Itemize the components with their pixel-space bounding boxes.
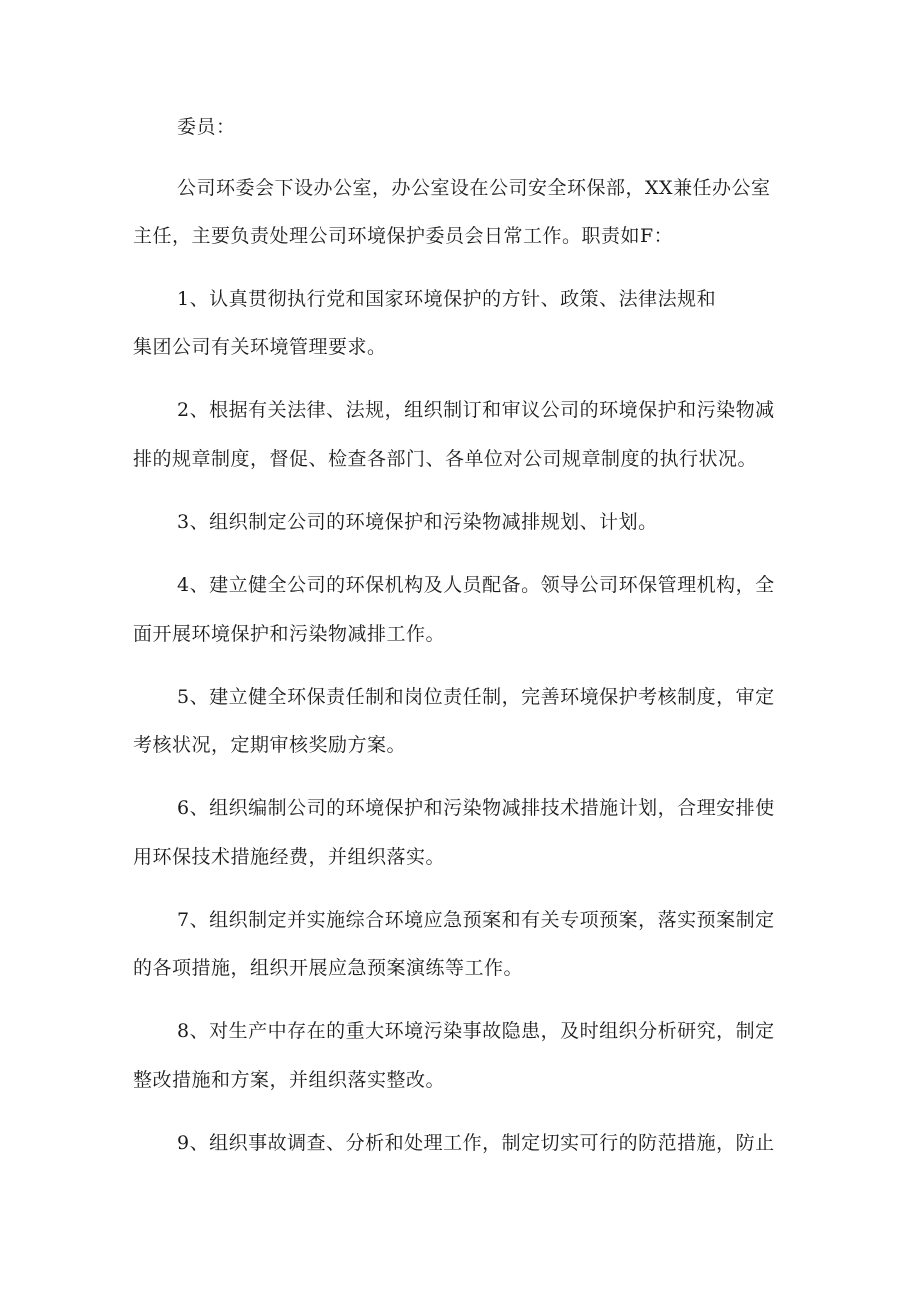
item-2-line-1: 2、根据有关法律、法规，组织制订和审议公司的环境保护和污染物减 <box>177 399 775 421</box>
item-8-line-2: 整改措施和方案，并组织落实整改。 <box>133 1069 446 1091</box>
item-7-line-2: 的各项措施，组织开展应急预案演练等工作。 <box>133 957 524 979</box>
item-5-line-2: 考核状况，定期审核奖励方案。 <box>133 734 407 756</box>
item-3-line-1: 3、组织制定公司的环境保护和污染物减排规划、计划。 <box>177 511 658 533</box>
item-4-line-2: 面开展环境保护和污染物减排工作。 <box>133 623 446 645</box>
item-6-line-1: 6、组织编制公司的环境保护和污染物减排技术措施计划，合理安排使 <box>177 797 775 819</box>
item-1-line-2: 集团公司有关环境管理要求。 <box>133 336 387 358</box>
item-1-line-1: 1、认真贯彻执行党和国家环境保护的方针、政策、法律法规和 <box>177 288 717 310</box>
item-8-line-1: 8、对生产中存在的重大环境污染事故隐患，及时组织分析研究，制定 <box>177 1020 775 1042</box>
item-5-line-1: 5、建立健全环保责任制和岗位责任制，完善环境保护考核制度，审定 <box>177 686 775 708</box>
item-4-line-1: 4、建立健全公司的环保机构及人员配备。领导公司环保管理机构，全 <box>177 574 775 596</box>
paragraph-office-line-2: 主任，主要负责处理公司环境保护委员会日常工作。职责如F： <box>133 225 674 247</box>
item-2-line-2: 排的规章制度，督促、检查各部门、各单位对公司规章制度的执行状况。 <box>133 448 758 470</box>
paragraph-label-committee-members: 委员： <box>177 116 236 138</box>
item-6-line-2: 用环保技术措施经费，并组织落实。 <box>133 846 446 868</box>
paragraph-office-line-1: 公司环委会下设办公室，办公室设在公司安全环保部，XX兼任办公室 <box>177 177 771 199</box>
item-9-line-1: 9、组织事故调查、分析和处理工作，制定切实可行的防范措施，防止 <box>177 1132 775 1154</box>
item-7-line-1: 7、组织制定并实施综合环境应急预案和有关专项预案，落实预案制定 <box>177 909 775 931</box>
